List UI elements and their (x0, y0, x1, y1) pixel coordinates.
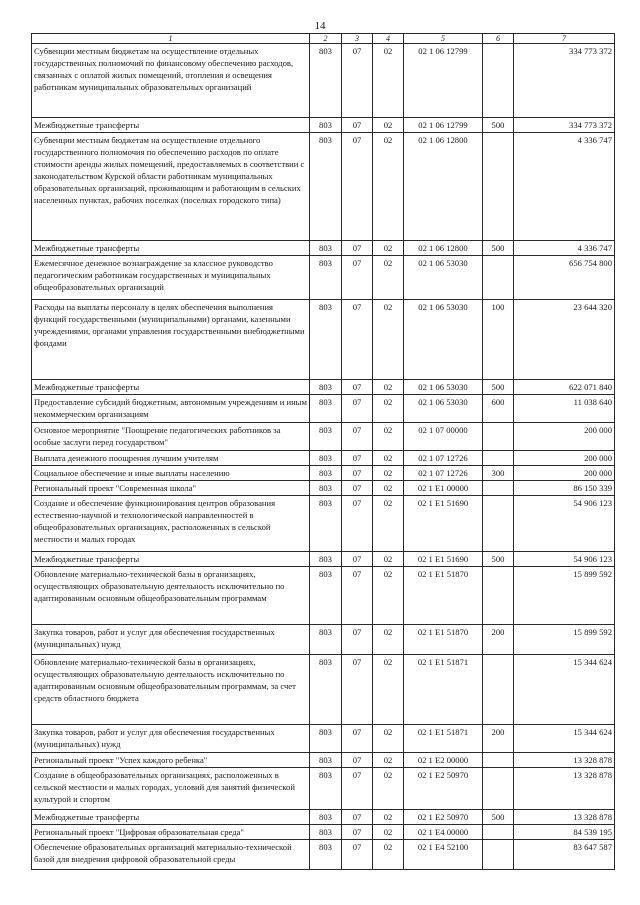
cell-ministry: 803 (310, 241, 342, 256)
table-body (32, 44, 615, 870)
cell-target-article: 02 1 06 12799 (404, 118, 483, 133)
cell-target-article: 02 1 06 12800 (404, 133, 483, 241)
table-row (32, 118, 615, 133)
cell-expense-type: 500 (483, 810, 514, 825)
cell-name: Субвенции местным бюджетам на осуществление отдельного государственного полномочия по обеспечению расходов по оплате стоимости аренды жилых помещений, предоставляемых в соответствии с законодательством Курской области работникам муниципальных образовательных организаций, проживающим и работающим в сельских населенных пунктах, рабочих поселках (поселках городского типа) (32, 133, 310, 241)
cell-amount: 4 336 747 (514, 133, 615, 241)
table-row (32, 825, 615, 840)
cell-subsection: 02 (373, 466, 404, 481)
cell-amount: 334 773 372 (514, 44, 615, 118)
cell-ministry: 803 (310, 655, 342, 725)
cell-amount: 86 150 339 (514, 481, 615, 496)
cell-name: Создание и обеспечение функционирования центров образования естественно-научной и технологической направленностей в общеобразовательных организациях, расположенных в сельской местности и малых городах (32, 496, 310, 552)
table-row (32, 625, 615, 655)
cell-amount: 83 647 587 (514, 840, 615, 870)
cell-name: Закупка товаров, работ и услуг для обеспечения государственных (муниципальных) нужд (32, 725, 310, 753)
table-row (32, 768, 615, 810)
cell-expense-type: 300 (483, 466, 514, 481)
cell-subsection: 02 (373, 395, 404, 423)
cell-expense-type (483, 825, 514, 840)
cell-expense-type: 500 (483, 118, 514, 133)
table-row (32, 496, 615, 552)
cell-expense-type (483, 133, 514, 241)
cell-name: Межбюджетные трансферты (32, 241, 310, 256)
cell-amount: 200 000 (514, 466, 615, 481)
cell-name: Межбюджетные трансферты (32, 118, 310, 133)
cell-subsection: 02 (373, 496, 404, 552)
cell-section: 07 (342, 395, 373, 423)
cell-amount: 622 071 840 (514, 380, 615, 395)
cell-ministry: 803 (310, 300, 342, 380)
cell-name: Основное мероприятие "Поощрение педагогических работников за особые заслуги перед государством" (32, 423, 310, 451)
cell-amount: 15 344 624 (514, 655, 615, 725)
cell-ministry: 803 (310, 423, 342, 451)
cell-target-article: 02 1 E1 51870 (404, 625, 483, 655)
cell-ministry: 803 (310, 810, 342, 825)
cell-expense-type: 500 (483, 552, 514, 567)
cell-expense-type (483, 256, 514, 300)
cell-section: 07 (342, 840, 373, 870)
cell-amount: 54 906 123 (514, 496, 615, 552)
cell-expense-type (483, 567, 514, 625)
cell-expense-type (483, 768, 514, 810)
cell-name: Обновление материально-технической базы в организациях, осуществляющих образовательную деятельность исключительно по адаптированным основным общеобразовательным программам, за счет средств областного бюджета (32, 655, 310, 725)
cell-ministry: 803 (310, 567, 342, 625)
cell-ministry: 803 (310, 395, 342, 423)
cell-expense-type (483, 753, 514, 768)
cell-subsection: 02 (373, 118, 404, 133)
page-number: 14 (314, 20, 326, 32)
cell-expense-type: 500 (483, 380, 514, 395)
cell-ministry: 803 (310, 496, 342, 552)
cell-name: Межбюджетные трансферты (32, 810, 310, 825)
cell-section: 07 (342, 481, 373, 496)
cell-section: 07 (342, 810, 373, 825)
table-row (32, 451, 615, 466)
cell-section: 07 (342, 655, 373, 725)
cell-target-article: 02 1 07 12726 (404, 451, 483, 466)
cell-subsection: 02 (373, 380, 404, 395)
cell-section: 07 (342, 44, 373, 118)
cell-subsection: 02 (373, 753, 404, 768)
cell-expense-type (483, 44, 514, 118)
cell-subsection: 02 (373, 481, 404, 496)
cell-section: 07 (342, 753, 373, 768)
cell-section: 07 (342, 451, 373, 466)
table-row (32, 423, 615, 451)
column-header: 4 (373, 34, 404, 44)
cell-name: Закупка товаров, работ и услуг для обеспечения государственных (муниципальных) нужд (32, 625, 310, 655)
cell-ministry: 803 (310, 840, 342, 870)
table-row (32, 300, 615, 380)
table-row (32, 256, 615, 300)
table-row (32, 840, 615, 870)
cell-section: 07 (342, 241, 373, 256)
table-row (32, 133, 615, 241)
cell-expense-type (483, 423, 514, 451)
cell-expense-type (483, 481, 514, 496)
header-row (32, 34, 615, 44)
column-header: 5 (404, 34, 483, 44)
cell-target-article: 02 1 E2 50970 (404, 810, 483, 825)
cell-ministry: 803 (310, 133, 342, 241)
table-row (32, 810, 615, 825)
cell-amount: 4 336 747 (514, 241, 615, 256)
cell-target-article: 02 1 E2 00000 (404, 753, 483, 768)
cell-section: 07 (342, 118, 373, 133)
cell-subsection: 02 (373, 840, 404, 870)
cell-expense-type: 100 (483, 300, 514, 380)
cell-amount: 200 000 (514, 423, 615, 451)
cell-amount: 15 899 592 (514, 625, 615, 655)
cell-name: Выплата денежного поощрения лучшим учителям (32, 451, 310, 466)
cell-subsection: 02 (373, 133, 404, 241)
cell-amount: 334 773 372 (514, 118, 615, 133)
cell-section: 07 (342, 552, 373, 567)
cell-expense-type (483, 451, 514, 466)
cell-subsection: 02 (373, 810, 404, 825)
cell-target-article: 02 1 06 53030 (404, 300, 483, 380)
cell-section: 07 (342, 256, 373, 300)
cell-target-article: 02 1 E4 00000 (404, 825, 483, 840)
table-row (32, 552, 615, 567)
cell-expense-type: 200 (483, 725, 514, 753)
cell-target-article: 02 1 06 12799 (404, 44, 483, 118)
cell-section: 07 (342, 725, 373, 753)
cell-amount: 656 754 800 (514, 256, 615, 300)
cell-target-article: 02 1 E2 50970 (404, 768, 483, 810)
cell-section: 07 (342, 423, 373, 451)
cell-name: Региональный проект "Успех каждого ребенка" (32, 753, 310, 768)
cell-amount: 11 038 640 (514, 395, 615, 423)
cell-target-article: 02 1 07 12726 (404, 466, 483, 481)
table-row (32, 481, 615, 496)
cell-ministry: 803 (310, 451, 342, 466)
cell-expense-type: 600 (483, 395, 514, 423)
column-header: 7 (514, 34, 615, 44)
column-header: 1 (32, 34, 310, 44)
cell-ministry: 803 (310, 256, 342, 300)
cell-subsection: 02 (373, 44, 404, 118)
table-row (32, 466, 615, 481)
cell-target-article: 02 1 06 53030 (404, 395, 483, 423)
cell-section: 07 (342, 133, 373, 241)
cell-amount: 13 328 878 (514, 753, 615, 768)
cell-name: Межбюджетные трансферты (32, 380, 310, 395)
table-row (32, 380, 615, 395)
cell-target-article: 02 1 E1 00000 (404, 481, 483, 496)
cell-target-article: 02 1 E1 51690 (404, 496, 483, 552)
cell-subsection: 02 (373, 825, 404, 840)
cell-name: Предоставление субсидий бюджетным, автономным учреждениям и иным некоммерческим организациям (32, 395, 310, 423)
cell-subsection: 02 (373, 655, 404, 725)
cell-amount: 13 328 878 (514, 810, 615, 825)
cell-expense-type: 500 (483, 241, 514, 256)
cell-ministry: 803 (310, 625, 342, 655)
cell-target-article: 02 1 E1 51871 (404, 655, 483, 725)
budget-table (31, 33, 615, 870)
table-row (32, 725, 615, 753)
cell-section: 07 (342, 625, 373, 655)
cell-name: Субвенции местным бюджетам на осуществление отдельных государственных полномочий по финансовому обеспечению расходов, связанных с оплатой жилых помещений, отопления и освещения работникам муниципальных образовательных организаций (32, 44, 310, 118)
table-row (32, 44, 615, 118)
cell-expense-type (483, 655, 514, 725)
cell-subsection: 02 (373, 423, 404, 451)
cell-amount: 13 328 878 (514, 768, 615, 810)
cell-name: Расходы на выплаты персоналу в целях обеспечения выполнения функций государственными (муниципальными) органами, казенными учреждениями, органами управления государственными внебюджетными фондами (32, 300, 310, 380)
column-header: 3 (342, 34, 373, 44)
cell-name: Региональный проект "Цифровая образовательная среда" (32, 825, 310, 840)
cell-amount: 84 539 195 (514, 825, 615, 840)
cell-ministry: 803 (310, 552, 342, 567)
column-header: 2 (310, 34, 342, 44)
cell-amount: 200 000 (514, 451, 615, 466)
cell-target-article: 02 1 06 12800 (404, 241, 483, 256)
cell-target-article: 02 1 06 53030 (404, 380, 483, 395)
cell-section: 07 (342, 825, 373, 840)
cell-ministry: 803 (310, 753, 342, 768)
cell-amount: 54 906 123 (514, 552, 615, 567)
cell-expense-type (483, 840, 514, 870)
cell-section: 07 (342, 300, 373, 380)
table-row (32, 241, 615, 256)
cell-section: 07 (342, 466, 373, 481)
cell-subsection: 02 (373, 567, 404, 625)
cell-amount: 15 899 592 (514, 567, 615, 625)
table-row (32, 395, 615, 423)
cell-subsection: 02 (373, 625, 404, 655)
cell-target-article: 02 1 E4 52100 (404, 840, 483, 870)
cell-target-article: 02 1 07 00000 (404, 423, 483, 451)
cell-ministry: 803 (310, 725, 342, 753)
cell-target-article: 02 1 E1 51690 (404, 552, 483, 567)
cell-name: Ежемесячное денежное вознаграждение за классное руководство педагогическим работникам государственных и муниципальных общеобразовательных организаций (32, 256, 310, 300)
cell-section: 07 (342, 567, 373, 625)
cell-subsection: 02 (373, 256, 404, 300)
cell-subsection: 02 (373, 725, 404, 753)
cell-target-article: 02 1 06 53030 (404, 256, 483, 300)
cell-ministry: 803 (310, 118, 342, 133)
cell-amount: 15 344 624 (514, 725, 615, 753)
cell-name: Обеспечение образовательных организаций материально-технической базой для внедрения цифровой образовательной среды (32, 840, 310, 870)
cell-expense-type: 200 (483, 625, 514, 655)
cell-amount: 23 644 320 (514, 300, 615, 380)
cell-section: 07 (342, 768, 373, 810)
cell-subsection: 02 (373, 451, 404, 466)
table-row (32, 753, 615, 768)
cell-name: Социальное обеспечение и иные выплаты населению (32, 466, 310, 481)
cell-target-article: 02 1 E1 51870 (404, 567, 483, 625)
cell-subsection: 02 (373, 300, 404, 380)
cell-ministry: 803 (310, 44, 342, 118)
cell-ministry: 803 (310, 466, 342, 481)
column-header: 6 (483, 34, 514, 44)
cell-section: 07 (342, 496, 373, 552)
cell-subsection: 02 (373, 552, 404, 567)
cell-ministry: 803 (310, 481, 342, 496)
cell-name: Обновление материально-технической базы в организациях, осуществляющих образовательную деятельность исключительно по адаптированным основным общеобразовательным программам (32, 567, 310, 625)
cell-section: 07 (342, 380, 373, 395)
table-row (32, 567, 615, 625)
cell-ministry: 803 (310, 380, 342, 395)
cell-target-article: 02 1 E1 51871 (404, 725, 483, 753)
cell-ministry: 803 (310, 768, 342, 810)
cell-subsection: 02 (373, 768, 404, 810)
cell-ministry: 803 (310, 825, 342, 840)
cell-name: Межбюджетные трансферты (32, 552, 310, 567)
cell-name: Региональный проект "Современная школа" (32, 481, 310, 496)
cell-name: Создание в общеобразовательных организациях, расположенных в сельской местности и малых городах, условий для занятий физической культурой и спортом (32, 768, 310, 810)
table-row (32, 655, 615, 725)
cell-expense-type (483, 496, 514, 552)
cell-subsection: 02 (373, 241, 404, 256)
